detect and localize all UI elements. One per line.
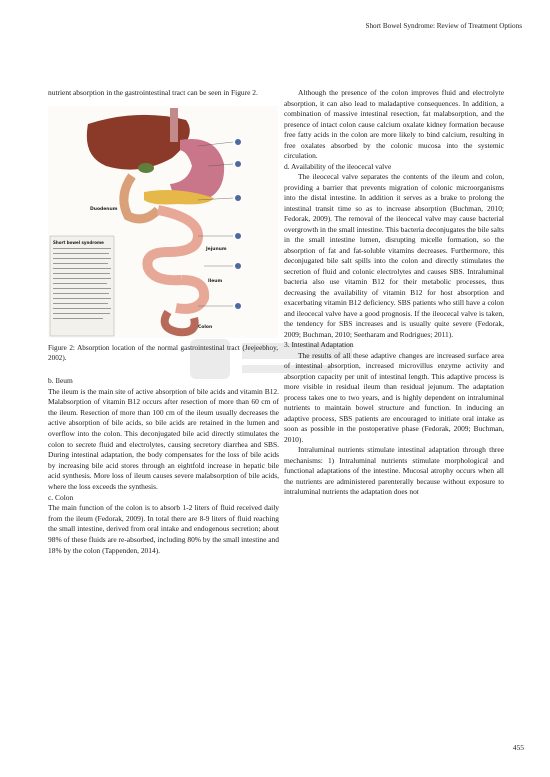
body-paragraph: Although the presence of the colon improves fluid and electrolyte absorption, it can also lead to maladaptive consequences. In addition, a combination of massive intestinal resection, fat malabsorption, and the presence of intact colon cause calcium oxalate kidney formation because free fatty acids in the colon are more likely to bind calcium, resulting in free oxalates absorbed by the colonic mucosa into the systemic circulation. bbox=[284, 88, 504, 160]
inset-panel bbox=[50, 236, 114, 336]
body-paragraph: Intraluminal nutrients stimulate intestinal adaptation through three mechanisms: 1) Intraluminal nutrients stimulate morphological and functional adaptations of the intestine. Mucosal atrophy occurs when all the nutrients are administered parenterally because without exposure to intraluminal nutrients the adaptation does not bbox=[284, 445, 504, 496]
body-paragraph: The results of all these adaptive changes are increased surface area of intestinal absorption, increased microvillus enzyme activity and absorption capacity per unit of intestinal length. This adaptive process is more visible in residual ileum than residual jejunum. The adaptation process takes one to two years, and is highly dependent on intraluminal nutrients to maintain bowel structure and function. In inducing an adaptive process, SBS patients are encouraged to initiate oral intake as soon as possible in the postoperative phase (Fedorak, 2009; Buchman, 2010). bbox=[284, 350, 504, 444]
inset-panel-title: Short bowel syndrome bbox=[53, 240, 104, 245]
colon-label: Colon bbox=[198, 325, 213, 330]
body-paragraph: The ileum is the main site of active absorption of bile acids and vitamin B12. Malabsorption of vitamin B12 occurs after resection of more than 60 cm of the ileum. Resection of more than 100 cm of the ileum usually decreases the active absorption of bile acids, so bile acids are retained in the lumen and overflow into the colon. This deconjugated bile acid directly stimulates the colon to secrete fluid and electrolytes, causing secretory diarrhea and SBS. During intestinal adaptation, the body compensates for the loss of bile acids by increasing bile acid stores through an eightfold increase in hepatic bile acid synthesis. More loss of ileum causes severe malabsorption of bile acids, where the loss exceeds the synthesis. bbox=[48, 386, 279, 491]
duodenum-label: Duodenum bbox=[90, 207, 118, 212]
section-heading: b. Ileum bbox=[48, 376, 73, 385]
section-heading: c. Colon bbox=[48, 492, 74, 502]
body-paragraph: The ileocecal valve separates the contents of the ileum and colon, providing a barrier that prevents migration of colonic microorganisms into the distal intestine. In addition it serves as a brake to prolong the intestinal transit time so as to increase absorption (Buchman, 2010; Fedorak, 2009). The removal of the ileocecal valve may cause bacterial overgrowth in the small intestine. This bacteria deconjugates the bile salts in the small intestine lumen, disrupting micelle formation, so the absorption of fat and fat-soluble vitamins decreases. Furthermore, this deconjugated bile salt spills into the colon and directly stimulates the secretion of fluid and colonic electrolytes and causes SBS. Intraluminal bacteria also use vitamin B12 for their metabolic processes, thus decreasing the availability of vitamin B12 for host absorption and exacerbating vitamin B12 deficiency. SBS patients who still have a colon and ileocecal valve have a good prognosis. If the ileocecal valve is taken, the tendency for SBS increases and is usually quite severe (Fedorak, 2009; Buchman, 2010; Seetharam and Rodrigues; 2011). bbox=[284, 172, 504, 339]
left-body bbox=[48, 376, 279, 556]
ileum-label: Ileum bbox=[208, 279, 223, 284]
page-number: 455 bbox=[512, 743, 524, 752]
intro-text bbox=[48, 88, 279, 99]
section-heading: d. Availability of the ileocecal valve bbox=[284, 161, 392, 171]
esophagus-shape bbox=[170, 108, 178, 142]
body-paragraph: The main function of the colon is to absorb 1-2 liters of fluid received daily from the ileum (Fedorak, 2009). In total there are 8-9 liters of fluid reaching the small intestine, derived from oral intake and endogenous secretion; about 98% of these fluids are re-absorbed, including 80% by the small intestine and 18% by the colon (Tappenden, 2014). bbox=[48, 503, 279, 555]
jejunum-label: Jejunum bbox=[206, 247, 227, 252]
running-header: Short Bowel Syndrome: Review of Treatment Options bbox=[365, 22, 522, 30]
gi-tract-figure bbox=[48, 106, 278, 338]
intro-paragraph: nutrient absorption in the gastrointestinal tract can be seen in Figure 2. bbox=[48, 88, 258, 97]
section-heading: 3. Intestinal Adaptation bbox=[284, 340, 354, 349]
right-body bbox=[284, 88, 504, 498]
figure-caption: Figure 2: Absorption location of the normal gastrointestinal tract (Jeejeebhoy, 2002). bbox=[48, 344, 278, 362]
gallbladder-shape bbox=[138, 163, 154, 173]
